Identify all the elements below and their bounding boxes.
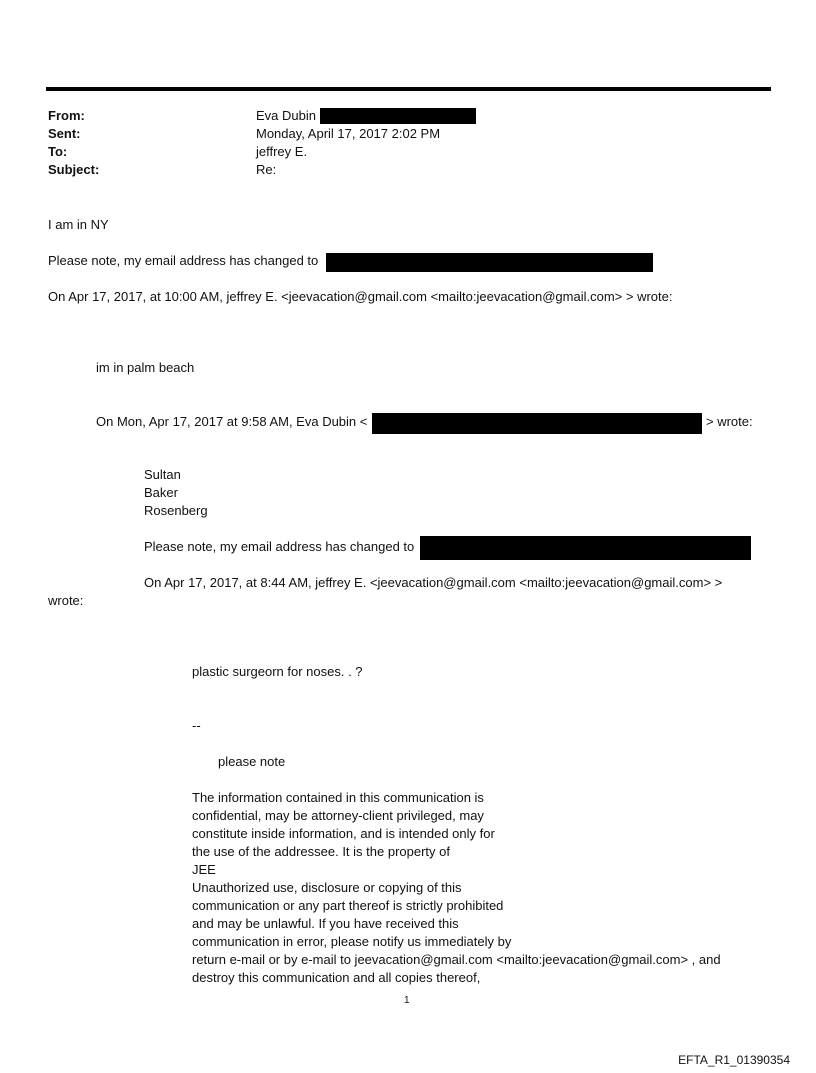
disclaimer-block (192, 789, 721, 987)
sent-value: Monday, April 17, 2017 2:02 PM (256, 126, 441, 141)
quote-header-1: On Apr 17, 2017, at 10:00 AM, jeffrey E. <jeevacation@gmail.com <mailto:jeevacation@gmail.com> > wrote: (48, 289, 673, 304)
disclaimer-line: communication or any part thereof is strictly prohibited (192, 898, 504, 913)
from-redaction (320, 108, 476, 124)
name-item: Sultan (144, 467, 181, 482)
subject-value: Re: (256, 162, 277, 177)
name-item: Baker (144, 485, 178, 500)
quote-header-2-start: On Mon, Apr 17, 2017 at 9:58 AM, Eva Dubin < (96, 414, 368, 429)
address-redaction-3 (420, 536, 751, 560)
quote-header-3b: wrote: (48, 593, 84, 608)
page-number: 1 (404, 995, 410, 1006)
disclaimer-line: confidential, may be attorney-client privileged, may (192, 808, 484, 823)
email-change-note: Please note, my email address has changed to (48, 253, 319, 268)
to-label: To: (48, 144, 68, 159)
disclaimer-line: The information contained in this communication is (192, 790, 484, 805)
disclaimer-line: the use of the addressee. It is the property of (192, 844, 450, 859)
disclaimer-line: return e-mail or by e-mail to jeevacation@gmail.com <mailto:jeevacation@gmail.com> , and (192, 952, 721, 967)
address-redaction-1 (326, 253, 653, 272)
disclaimer-line: JEE (192, 862, 216, 877)
from-value: Eva Dubin (256, 108, 316, 123)
address-redaction-2 (372, 413, 702, 434)
quote-header-3a: On Apr 17, 2017, at 8:44 AM, jeffrey E. <jeevacation@gmail.com <mailto:jeevacation@gmail.com> > (144, 575, 723, 590)
please-note: please note (218, 754, 286, 769)
to-value: jeffrey E. (256, 144, 308, 159)
disclaimer-line: communication in error, please notify us immediately by (192, 934, 512, 949)
body-line-ny: I am in NY (48, 217, 109, 232)
question-line: plastic surgeorn for noses. . ? (192, 664, 363, 679)
reply-palm-beach: im in palm beach (96, 360, 195, 375)
disclaimer-line: and may be unlawful. If you have received this (192, 916, 459, 931)
disclaimer-line: Unauthorized use, disclosure or copying of this (192, 880, 462, 895)
name-item: Rosenberg (144, 503, 208, 518)
sent-label: Sent: (48, 126, 81, 141)
disclaimer-line: destroy this communication and all copies thereof, (192, 970, 481, 985)
disclaimer-line: constitute inside information, and is intended only for (192, 826, 495, 841)
signature-dashes: -- (192, 718, 201, 733)
quote-header-2-end: > wrote: (706, 414, 753, 429)
document-id: EFTA_R1_01390354 (678, 1053, 790, 1067)
subject-label: Subject: (48, 162, 100, 177)
names-list (144, 466, 208, 520)
email-change-note-2: Please note, my email address has changed to (144, 539, 415, 554)
from-label: From: (48, 108, 85, 123)
header-rule (46, 87, 771, 91)
